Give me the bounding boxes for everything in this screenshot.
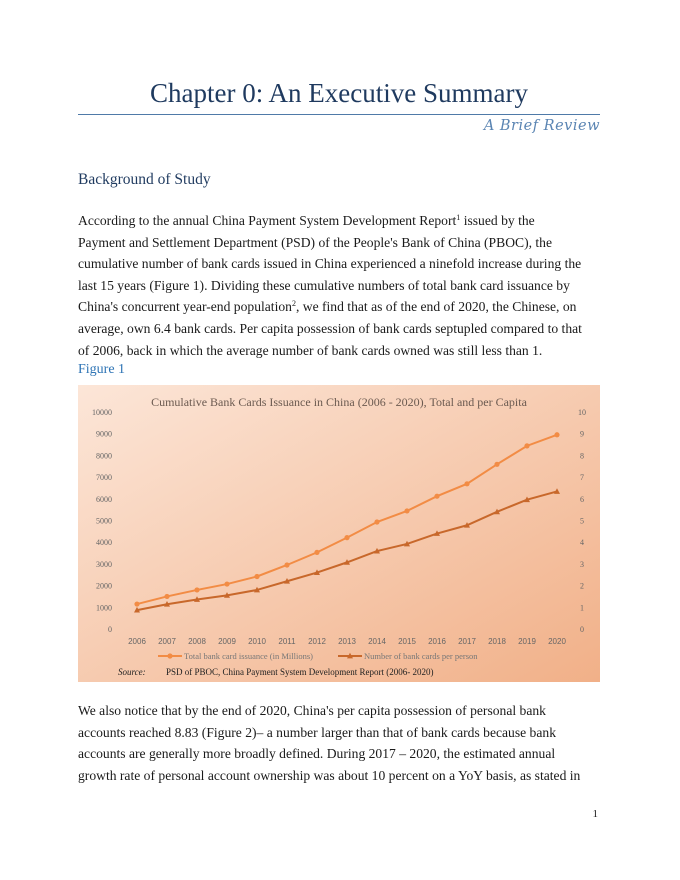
y-right-tick-label: 9 xyxy=(580,429,584,439)
y-left-tick-label: 2000 xyxy=(96,581,112,591)
y-left-tick-label: 9000 xyxy=(96,429,112,439)
data-point xyxy=(194,587,199,592)
data-point xyxy=(314,550,319,555)
x-tick-label: 2020 xyxy=(548,637,566,646)
chart-title: Cumulative Bank Cards Issuance in China (2006 - 2020), Total and per Capita xyxy=(151,395,527,409)
x-tick-label: 2015 xyxy=(398,637,416,646)
y-left-tick-label: 1000 xyxy=(96,603,112,613)
text-run: Payment and Settlement Department (PSD) of the People's Bank of China (PBOC), the xyxy=(78,234,553,250)
chapter-title: Chapter 0: An Executive Summary xyxy=(150,78,528,108)
y-right-tick-label: 10 xyxy=(578,408,586,417)
y-left-tick-label: 8000 xyxy=(96,451,112,461)
text-line: accounts are generally more broadly defined. During 2017 – 2020, the estimated annual xyxy=(78,746,556,762)
footnote-ref[interactable]: 2 xyxy=(291,299,296,309)
legend-label: Number of bank cards per person xyxy=(364,651,478,661)
x-tick-label: 2006 xyxy=(128,637,146,646)
data-point xyxy=(464,481,469,486)
data-point xyxy=(434,494,439,499)
text-line: accounts reached 8.83 (Figure 2)– a number larger than that of bank cards because bank xyxy=(78,724,556,740)
y-right-tick-label: 3 xyxy=(580,559,584,569)
text-line xyxy=(78,232,603,254)
data-point xyxy=(554,432,559,437)
data-point xyxy=(284,562,289,567)
y-right-tick-label: 0 xyxy=(580,625,584,634)
y-left-tick-label: 3000 xyxy=(96,559,112,569)
x-tick-label: 2008 xyxy=(188,637,206,646)
source-label: Source: xyxy=(118,667,146,677)
x-tick-label: 2019 xyxy=(518,637,536,646)
data-point xyxy=(524,443,529,448)
x-tick-label: 2016 xyxy=(428,637,446,646)
x-tick-label: 2009 xyxy=(218,637,236,646)
text-run: average, own 6.4 bank cards. Per capita possession of bank cards septupled compared to that xyxy=(78,320,582,336)
y-right-tick-label: 5 xyxy=(580,516,584,526)
figure-label: Figure 1 xyxy=(78,362,126,377)
section-heading: Background of Study xyxy=(78,171,211,188)
y-right-tick-label: 2 xyxy=(580,581,584,591)
y-right-tick-label: 1 xyxy=(580,603,584,613)
data-point xyxy=(164,594,169,599)
x-tick-label: 2012 xyxy=(308,637,326,646)
data-point xyxy=(404,508,409,513)
x-tick-label: 2017 xyxy=(458,637,476,646)
x-tick-label: 2013 xyxy=(338,637,356,646)
data-point xyxy=(344,535,349,540)
page-number: 1 xyxy=(592,808,598,820)
data-point xyxy=(134,601,139,606)
text-run: , we find that as of the end of 2020, the Chinese, on xyxy=(295,299,577,315)
text-run: last 15 years (Figure 1). Dividing these cumulative numbers of total bank card issuance by xyxy=(78,277,570,293)
x-tick-label: 2010 xyxy=(248,637,266,646)
x-tick-label: 2011 xyxy=(278,637,296,646)
text-line xyxy=(78,210,603,232)
text-line: We also notice that by the end of 2020, China's per capita possession of personal bank xyxy=(78,703,546,718)
y-right-tick-label: 4 xyxy=(580,538,584,548)
chart xyxy=(78,385,600,682)
text-run: cumulative number of bank cards issued in China experienced a ninefold increase during the xyxy=(78,256,582,272)
text-line xyxy=(78,340,603,362)
text-run: issued by the xyxy=(460,213,535,228)
x-tick-label: 2018 xyxy=(488,637,506,646)
text-line xyxy=(78,318,603,340)
y-left-tick-label: 7000 xyxy=(96,473,112,483)
title-divider xyxy=(78,114,600,115)
data-point xyxy=(224,581,229,586)
legend-marker xyxy=(167,653,172,658)
data-point xyxy=(254,574,259,579)
text-run: of 2006, back in which the average number of bank cards owned was still less than 1. xyxy=(78,342,543,358)
y-left-tick-label: 0 xyxy=(108,625,112,634)
y-right-tick-label: 7 xyxy=(580,473,584,483)
text-line xyxy=(78,253,603,275)
footnote-ref[interactable]: 1 xyxy=(456,213,461,222)
text-line xyxy=(78,296,603,318)
x-tick-label: 2014 xyxy=(368,637,386,646)
text-run: According to the annual China Payment System Development Report xyxy=(78,213,457,228)
y-right-tick-label: 6 xyxy=(580,494,584,504)
y-left-tick-label: 6000 xyxy=(96,494,112,504)
data-point xyxy=(494,462,499,467)
chapter-subtitle: A Brief Review xyxy=(483,118,600,134)
source-text: PSD of PBOC, China Payment System Development Report (2006- 2020) xyxy=(166,667,434,677)
text-line xyxy=(78,275,603,297)
legend-label: Total bank card issuance (in Millions) xyxy=(184,651,313,661)
y-left-tick-label: 10000 xyxy=(92,408,112,417)
y-right-tick-label: 8 xyxy=(580,451,584,461)
paragraph-2 xyxy=(78,700,603,786)
x-tick-label: 2007 xyxy=(158,637,176,646)
data-point xyxy=(374,519,379,524)
paragraph-1 xyxy=(78,210,603,361)
y-left-tick-label: 4000 xyxy=(96,538,112,548)
text-line: growth rate of personal account ownership was about 10 percent on a YoY basis, as stated in xyxy=(78,767,581,783)
y-left-tick-label: 5000 xyxy=(96,516,112,526)
text-run: China's concurrent year-end population xyxy=(78,299,292,315)
